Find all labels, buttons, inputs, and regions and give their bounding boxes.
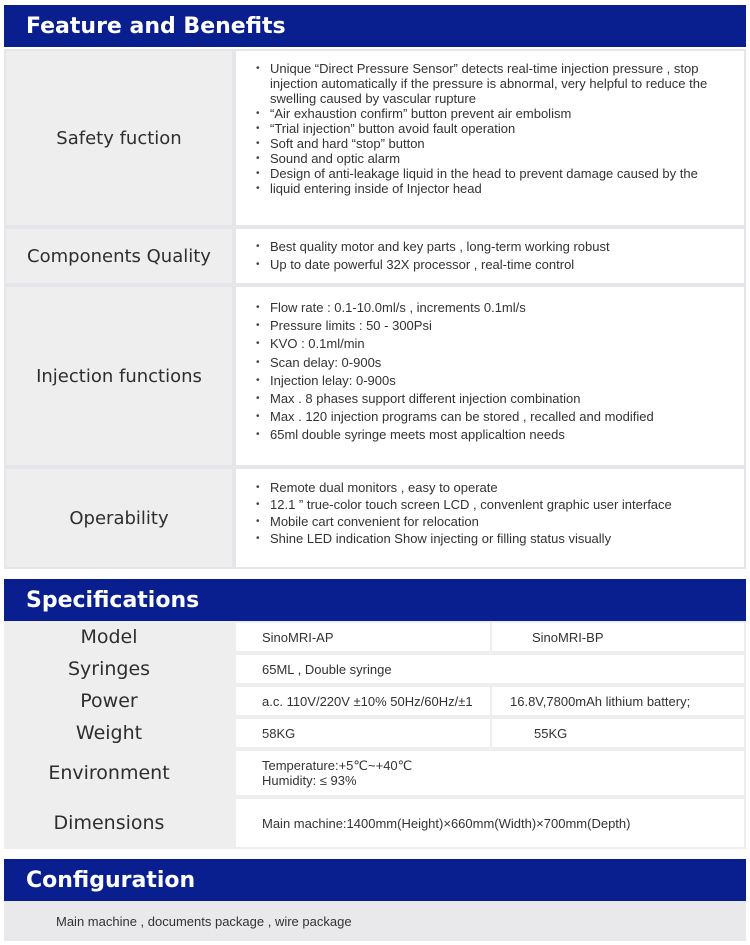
list-item: • Max . 120 injection programs can be stored , recalled and modified	[236, 408, 744, 426]
list-item: • “Trial injection” button avoid fault operation	[236, 121, 744, 136]
spec-syringes-value: 65ML , Double syringe	[236, 655, 744, 683]
list-item: • Best quality motor and key parts , long-term working robust	[236, 238, 744, 256]
configuration-value: Main machine , documents package , wire package	[56, 914, 352, 929]
spec-power-a: a.c. 110V/220V ±10% 50Hz/60Hz/±1	[236, 687, 490, 715]
list-item: • liquid entering inside of Injector head	[236, 181, 744, 196]
feature-list-safety	[236, 61, 744, 196]
feature-label-text: Operability	[69, 507, 169, 529]
spec-weight-a: 58KG	[236, 719, 490, 747]
list-item: • Pressure limits : 50 - 300Psi	[236, 317, 744, 335]
spec-model-a: SinoMRI-AP	[236, 623, 490, 651]
list-item: • Design of anti-leakage liquid in the head to prevent damage caused by the	[236, 166, 744, 181]
feature-list-injection	[236, 299, 744, 445]
spec-weight-b: 55KG	[492, 719, 744, 747]
spec-environment-value	[236, 751, 744, 795]
feature-list-components	[236, 238, 744, 274]
spec-model-label: Model	[80, 626, 138, 648]
feature-label-text: Injection functions	[36, 365, 202, 387]
features-header	[4, 5, 746, 47]
list-item: • Shine LED indication Show injecting or filling status visually	[236, 530, 744, 547]
spec-environment-label: Environment	[48, 762, 170, 784]
list-item: • Up to date powerful 32X processor , real-time control	[236, 256, 744, 274]
feature-list-operability	[236, 479, 744, 547]
spec-power-label: Power	[80, 690, 138, 712]
list-item: • “Air exhaustion confirm” button prevent air embolism	[236, 106, 744, 121]
spec-power-b: 16.8V,7800mAh lithium battery;	[492, 687, 744, 715]
configuration-panel	[4, 901, 746, 941]
feature-row-safety-label	[6, 51, 232, 225]
feature-row-injection-content	[236, 287, 744, 465]
list-item: • Max . 8 phases support different injection combination	[236, 390, 744, 408]
list-item: • 65ml double syringe meets most applicaltion needs	[236, 426, 744, 444]
spec-dimensions-value: Main machine:1400mm(Height)×660mm(Width)×700mm(Depth)	[236, 799, 744, 847]
list-item: • Mobile cart convenient for relocation	[236, 513, 744, 530]
spec-model-b: SinoMRI-BP	[492, 623, 744, 651]
list-item: • Soft and hard “stop” button	[236, 136, 744, 151]
configuration-header	[4, 859, 746, 901]
feature-row-operability-content	[236, 469, 744, 567]
spec-weight-label: Weight	[75, 722, 143, 744]
list-item: • Flow rate : 0.1-10.0ml/s , increments 0.1ml/s	[236, 299, 744, 317]
feature-label-text: Components Quality	[27, 245, 211, 267]
spec-environment-humidity: Humidity: ≤ 93%	[262, 773, 357, 788]
spec-environment-temperature: Temperature:+5℃~+40℃	[262, 758, 413, 773]
specifications-header	[4, 579, 746, 621]
feature-row-injection-label	[6, 287, 232, 465]
feature-row-safety-content	[236, 51, 744, 225]
feature-row-components-content	[236, 229, 744, 283]
specifications-table	[4, 621, 746, 849]
list-item: • Injection lelay: 0-900s	[236, 372, 744, 390]
features-table	[4, 49, 746, 569]
list-item: • 12.1 ” true-color touch screen LCD , convenlent graphic user interface	[236, 496, 744, 513]
list-item: • Sound and optic alarm	[236, 151, 744, 166]
feature-row-components-label	[6, 229, 232, 283]
configuration-title: Configuration	[26, 867, 196, 893]
spec-dimensions-label: Dimensions	[53, 812, 165, 834]
feature-row-operability-label	[6, 469, 232, 567]
list-item: • Scan delay: 0-900s	[236, 354, 744, 372]
specifications-title: Specifications	[26, 587, 200, 613]
spec-syringes-label: Syringes	[67, 658, 151, 680]
features-title: Feature and Benefits	[26, 13, 286, 39]
list-item: • KVO : 0.1ml/min	[236, 335, 744, 353]
feature-label-text: Safety fuction	[56, 127, 182, 149]
list-item: • Unique “Direct Pressure Sensor” detects real-time injection pressure , stop injection automatically if the pressure is abnormal, very helpful to reduce the swelling caused by vascular rupture	[236, 61, 744, 106]
list-item: • Remote dual monitors , easy to operate	[236, 479, 744, 496]
